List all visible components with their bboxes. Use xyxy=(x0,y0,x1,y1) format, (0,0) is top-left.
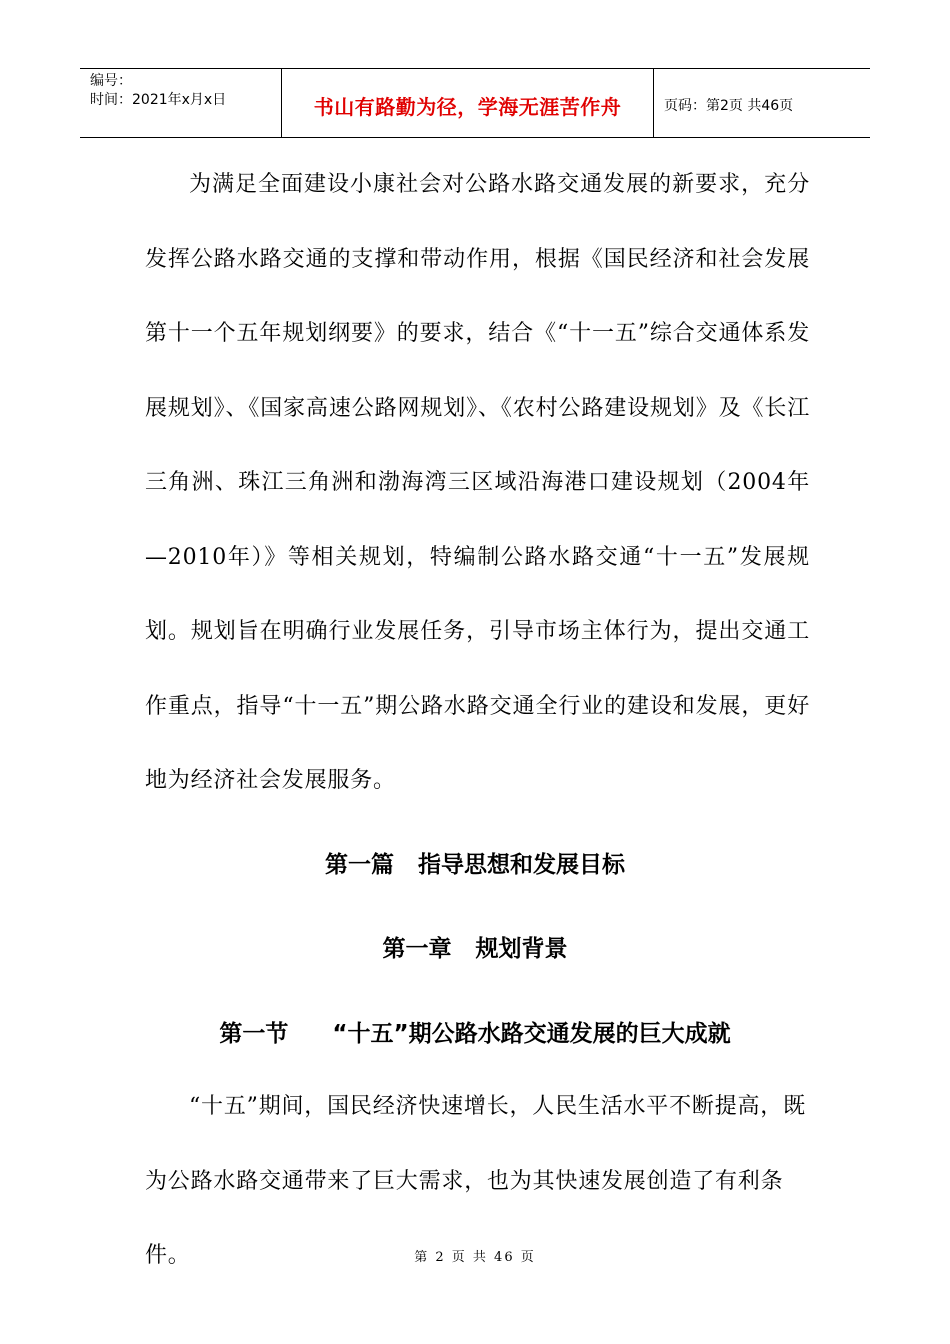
part-heading xyxy=(0,846,950,879)
header-page-info: 页码：第2页 共46页 xyxy=(664,98,794,114)
header-number-label: 编号： xyxy=(90,73,132,89)
intro-paragraph: 为满足全面建设小康社会对公路水路交通发展的新要求，充分发挥公路水路交通的支撑和带动作用，根据《国民经济和社会发展第十一个五年规划纲要》的要求，结合《“十一五”综合交通体系发展规划》、《国家高速公路网规划》、《农村公路建设规划》及《长江三角洲、珠江三角洲和渤海湾三区域沿海港口建设规划（2004年—2010年）》等相关规划，特编制公路水路交通“十一五”发展规划。规划旨在明确行业发展任务，引导市场主体行为，提出交通工作重点，指导“十一五”期公路水路交通全行业的建设和发展，更好地为经济社会发展服务。 xyxy=(145,172,810,793)
section-title: “十五”期公路水路交通发展的巨大成就 xyxy=(332,1021,731,1047)
section-paragraph: “十五”期间，国民经济快速增长，人民生活水平不断提高，既为公路水路交通带来了巨大需求，也为其快速发展创造了有利条件。 xyxy=(145,1094,806,1268)
intro-text-block xyxy=(145,148,810,819)
part-label: 第一篇 xyxy=(325,852,394,878)
chapter-label: 第一章 xyxy=(382,936,452,962)
section-heading xyxy=(0,1015,950,1048)
section-label: 第一节 xyxy=(219,1021,289,1047)
chapter-heading xyxy=(0,930,950,963)
header-motto: 书山有路勤为径，学海无涯苦作舟 xyxy=(282,69,654,137)
page-footer: 第 2 页 共 46 页 xyxy=(414,1250,536,1265)
chapter-title: 规划背景 xyxy=(475,936,568,962)
part-title: 指导思想和发展目标 xyxy=(418,852,625,878)
header-time-label: 时间：2021年x月x日 xyxy=(90,92,227,108)
document-header xyxy=(80,68,870,138)
header-meta xyxy=(80,69,282,137)
